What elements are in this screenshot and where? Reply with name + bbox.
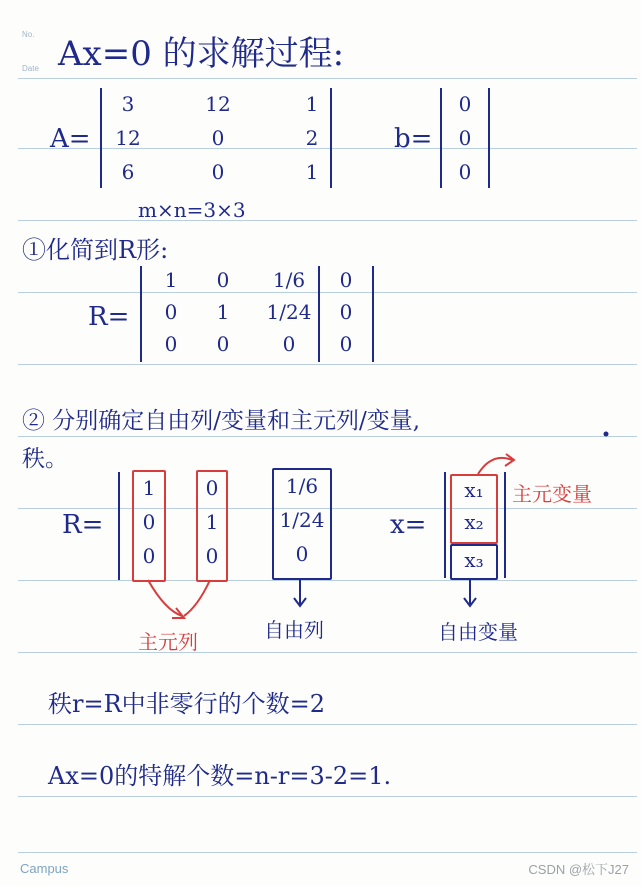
matrix-cell: 0	[142, 510, 156, 534]
matrix-cell: 0	[211, 126, 225, 150]
matrix-cell: 0	[339, 332, 353, 356]
x-label: x=	[390, 510, 427, 540]
csdn-watermark: CSDN @松下J27	[528, 862, 629, 877]
matrix-cell: 1	[305, 92, 319, 116]
no-label: No.	[22, 30, 35, 39]
matrix-cell: 12	[115, 126, 141, 150]
matrix-cell: 0	[205, 476, 219, 500]
matrix-cell: 0	[295, 542, 309, 566]
matrix-cell: 0	[339, 268, 353, 292]
matrix-cell: 12	[205, 92, 231, 116]
matrix-cell: 1	[216, 300, 230, 324]
matrix-cell: 0	[164, 300, 178, 324]
date-label: Date	[22, 64, 39, 73]
variable-cell: x₁	[464, 478, 484, 502]
matrix-cell: 1/6	[285, 474, 319, 498]
step2-r-label: R=	[62, 510, 104, 540]
dims-text: m×n=3×3	[138, 198, 246, 222]
matrix-cell: 0	[164, 332, 178, 356]
step2-heading-line2: 秩。	[22, 446, 68, 472]
matrix-cell: 1	[205, 510, 219, 534]
special-solution-line: Ax=0的特解个数=n-r=3-2=1.	[48, 762, 392, 790]
matrix-cell: 1	[305, 160, 319, 184]
variable-cell: x₂	[464, 510, 484, 534]
vector-cell: 0	[458, 160, 472, 184]
page-title: Ax=0 的求解过程:	[58, 34, 345, 74]
matrix-cell: 6	[121, 160, 135, 184]
vector-b-label: b=	[394, 124, 433, 154]
note-free-variable: 自由变量	[438, 620, 518, 644]
matrix-cell: 0	[216, 332, 230, 356]
matrix-cell: 3	[121, 92, 135, 116]
matrix-cell: 1/24	[279, 508, 325, 532]
step1-heading: ①化简到R形:	[22, 236, 169, 264]
matrix-cell: 2	[305, 126, 319, 150]
matrix-cell: 0	[339, 300, 353, 324]
campus-logo: Campus	[20, 861, 69, 876]
matrix-cell: 1	[164, 268, 178, 292]
variable-cell: x₃	[464, 548, 484, 572]
matrix-r-label: R=	[88, 302, 130, 332]
matrix-cell: 0	[216, 268, 230, 292]
matrix-cell: 1/6	[272, 268, 306, 292]
vector-cell: 0	[458, 126, 472, 150]
rank-line: 秩r=R中非零行的个数=2	[48, 690, 326, 718]
matrix-cell: 0	[282, 332, 296, 356]
matrix-cell: 0	[142, 544, 156, 568]
matrix-cell: 0	[211, 160, 225, 184]
arrow-head	[172, 608, 184, 618]
matrix-cell: 1/24	[266, 300, 312, 324]
arrow-line	[184, 580, 210, 616]
step2-heading-line1: ② 分别确定自由列/变量和主元列/变量,	[22, 408, 421, 434]
note-pivot-column: 主元列	[138, 630, 198, 654]
note-free-column: 自由列	[264, 618, 324, 642]
note-pivot-variable: 主元变量	[512, 482, 592, 506]
matrix-cell: 0	[205, 544, 219, 568]
matrix-cell: 1	[142, 476, 156, 500]
matrix-a-label: A=	[50, 124, 91, 154]
vector-cell: 0	[458, 92, 472, 116]
ink-dot	[604, 432, 609, 437]
